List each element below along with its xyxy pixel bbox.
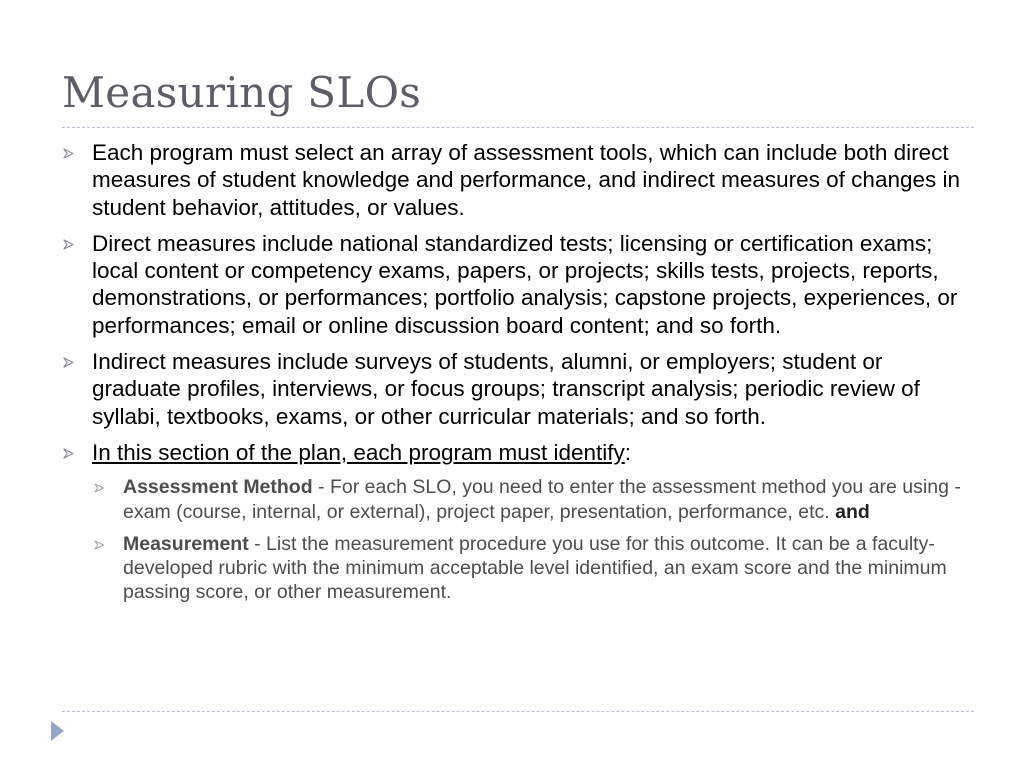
- arrowhead-bullet-icon: [62, 348, 78, 375]
- bullet-text: Indirect measures include surveys of students, alumni, or employers; student or graduate profiles, interviews, or focus groups; transcript analysis; periodic review of syllabi, textbooks, exams, or other curricular materials; and so forth.: [92, 349, 920, 429]
- sub-bullet-item: [62, 532, 972, 605]
- title-divider: [62, 127, 974, 128]
- bullet-suffix: :: [624, 439, 632, 465]
- play-arrow-icon[interactable]: [51, 721, 65, 746]
- bullet-item: [62, 439, 972, 466]
- arrowhead-bullet-icon: [93, 532, 107, 556]
- arrowhead-bullet-icon: [93, 475, 107, 499]
- bullet-item: [62, 139, 972, 221]
- sub-bullet-heading: Assessment Method: [123, 476, 313, 499]
- slide-body: [62, 139, 972, 613]
- bullet-underlined-text: In this section of the plan, each program must identify: [92, 439, 625, 465]
- sub-bullet-text: - For each SLO, you need to enter the assessment method you are using - exam (course, internal, or external), project paper, presentation, performance, etc.: [123, 476, 961, 523]
- footer-divider: [62, 711, 974, 712]
- arrowhead-bullet-icon: [62, 230, 78, 257]
- sub-bullet-text: - List the measurement procedure you use for this outcome. It can be a faculty-developed rubric with the minimum acceptable level identified, an exam score and the minimum passing score, or other measurement.: [123, 532, 947, 604]
- bullet-item: [62, 230, 972, 339]
- bullet-text: Direct measures include national standardized tests; licensing or certification exams; local content or competency exams, papers, or projects; skills tests, projects, reports, demonstrations, or performances; portfolio analysis; capstone projects, experiences, or performances; email or online discussion board content; and so forth.: [92, 230, 958, 338]
- bullet-item: [62, 348, 972, 430]
- arrowhead-bullet-icon: [62, 139, 78, 166]
- bullet-text: Each program must select an array of assessment tools, which can include both direct measures of student knowledge and performance, and indirect measures of changes in student behavior, attitudes, or values.: [92, 140, 961, 220]
- sub-bullet-bold-suffix: and: [835, 500, 870, 523]
- arrowhead-bullet-icon: [62, 439, 78, 466]
- slide-title: Measuring SLOs: [62, 68, 422, 117]
- sub-bullet-heading: Measurement: [123, 532, 249, 555]
- sub-bullet-item: [62, 475, 972, 524]
